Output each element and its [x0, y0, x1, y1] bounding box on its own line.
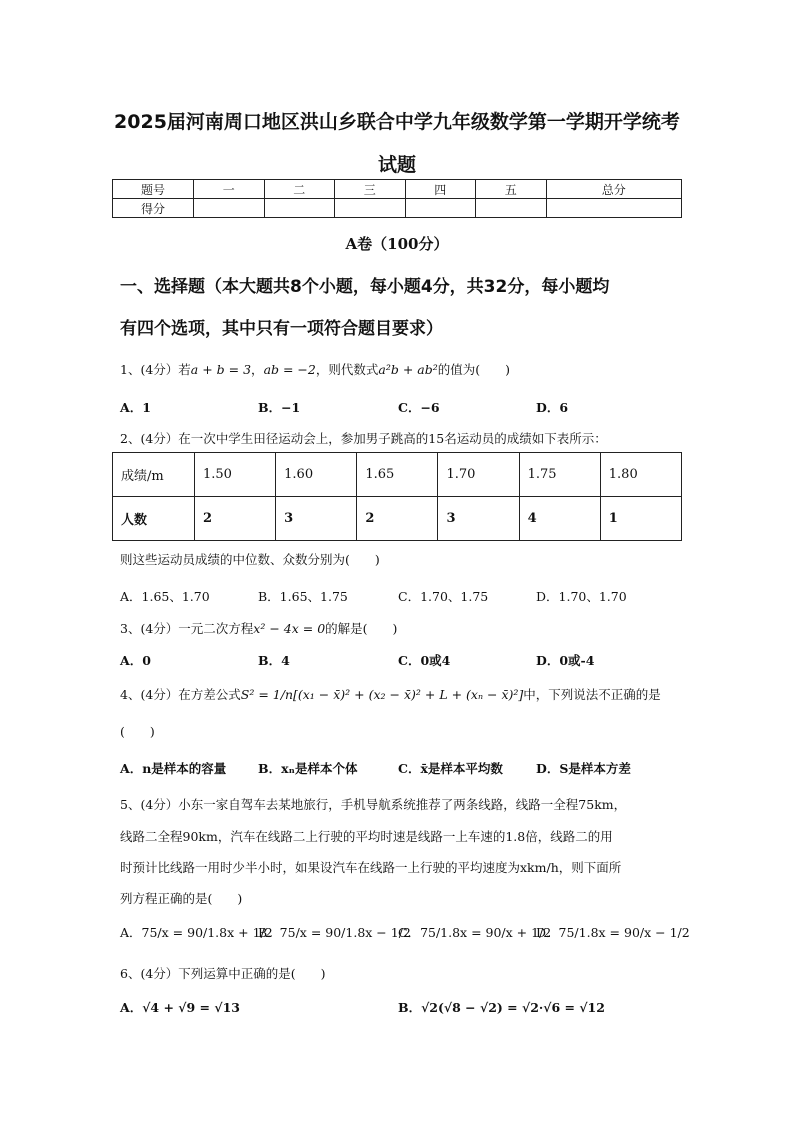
- question-2-stem: 2、(4分）在一次中学生田径运动会上，参加男子跳高的15名运动员的成绩如下表所示：: [120, 431, 607, 446]
- question-5-line1: 5、(4分）小东一家自驾车去某地旅行，手机导航系统推荐了两条线路，线路一全程75km，: [120, 797, 627, 812]
- score-blank-cell: [546, 199, 682, 218]
- q5-option-b: B．75/x = 90/1.8x − 1/2: [258, 925, 411, 940]
- q6-option-a: A．√4 + √9 = √13: [120, 1000, 240, 1015]
- q4-suffix: 中，下列说法不正确的是: [523, 687, 661, 702]
- q2-option-d: D．1.70、1.70: [536, 589, 627, 604]
- score-value-row: [113, 199, 682, 218]
- score-header-cell: 总分: [546, 180, 682, 199]
- jump-count-row: [113, 497, 682, 541]
- question-5-line3: 时预计比线路一用时少半小时，如果设汽车在线路一上行驶的平均速度为xkm/h，则下面所: [120, 860, 622, 875]
- q2-option-b: B．1.65、1.75: [258, 589, 348, 604]
- exam-title-line2: 试题: [377, 154, 416, 176]
- jump-cell: 1: [600, 497, 681, 541]
- q1-prefix: 1、(4分）若: [120, 362, 191, 377]
- section1-heading-line1: 一、选择题（本大题共8个小题，每小题4分，共32分，每小题均: [120, 277, 610, 297]
- score-header-cell: 三: [335, 180, 406, 199]
- q4-option-b: B．xₙ是样本个体: [258, 761, 358, 776]
- jump-cell: 1.50: [195, 453, 276, 497]
- jump-cell: 1.65: [357, 453, 438, 497]
- jump-cell: 1.60: [276, 453, 357, 497]
- jump-cell: 2: [357, 497, 438, 541]
- question-6-stem: 6、(4分）下列运算中正确的是( ): [120, 966, 326, 981]
- q4-option-d: D．S是样本方差: [536, 761, 631, 776]
- q3-option-b: B．4: [258, 653, 290, 668]
- score-blank-cell: [405, 199, 476, 218]
- jump-row-label: 人数: [113, 497, 195, 541]
- q1-option-b: B．−1: [258, 400, 301, 415]
- jump-cell: 1.70: [438, 453, 519, 497]
- q1-mid: ，则代数式: [315, 362, 379, 377]
- score-header-cell: 四: [405, 180, 476, 199]
- q3-option-d: D．0或-4: [536, 653, 595, 668]
- q3-prefix: 3、(4分）一元二次方程: [120, 621, 254, 636]
- q4-option-a: A．n是样本的容量: [120, 761, 227, 776]
- question-1: 1、(4分）若a + b = 3，ab = −2，则代数式a²b + ab²的值为( ): [120, 362, 511, 377]
- jump-cell: 2: [195, 497, 276, 541]
- jump-cell: 4: [519, 497, 600, 541]
- q1-option-a: A．1: [120, 400, 151, 415]
- score-blank-cell: [335, 199, 406, 218]
- score-header-cell: 二: [264, 180, 335, 199]
- q4-variance-formula: S² = 1/n[(x₁ − x̄)² + (x₂ − x̄)² + L + (xₙ − x̄)²]: [240, 687, 524, 702]
- score-blank-cell: [264, 199, 335, 218]
- jump-cell: 1.75: [519, 453, 600, 497]
- question-3: [120, 619, 397, 637]
- score-header-cell: 一: [194, 180, 265, 199]
- q2-option-a: A．1.65、1.70: [120, 589, 210, 604]
- section1-heading-line2: 有四个选项，其中只有一项符合题目要求）: [120, 319, 443, 339]
- q1-expr: a²b + ab²: [378, 362, 438, 377]
- q6-option-b: B．√2(√8 − √2) = √2·√6 = √12: [398, 1000, 605, 1015]
- score-header-cell: 五: [476, 180, 547, 199]
- question-5-line2: 线路二全程90km，汽车在线路二上行驶的平均时速是线路一上车速的1.8倍，线路二的用: [120, 829, 613, 844]
- score-blank-cell: [476, 199, 547, 218]
- q3-option-a: A．0: [120, 653, 151, 668]
- jump-results-table: [112, 452, 682, 541]
- jump-cell: 1.80: [600, 453, 681, 497]
- jump-cell: 3: [276, 497, 357, 541]
- jump-row-label: 成绩/m: [113, 453, 195, 497]
- jump-cell: 3: [438, 497, 519, 541]
- jump-score-row: [113, 453, 682, 497]
- q1-cond2: ab = −2: [263, 362, 316, 377]
- score-header-cell: 题号: [113, 180, 194, 199]
- q5-option-c: C．75/1.8x = 90/x + 1/2: [398, 925, 552, 940]
- score-table: [112, 179, 682, 218]
- q1-suffix: 的值为( ): [437, 362, 511, 377]
- q4-prefix: 4、(4分）在方差公式: [120, 687, 241, 702]
- question-4: [120, 685, 661, 703]
- q4-paren: ( ): [120, 724, 155, 739]
- question-5-line4: 列方程正确的是( ): [120, 891, 243, 906]
- score-blank-cell: [194, 199, 265, 218]
- part-title: A卷（100分）: [345, 235, 449, 253]
- question-2-ask: 则这些运动员成绩的中位数、众数分别为( ): [120, 552, 380, 567]
- q2-option-c: C．1.70、1.75: [398, 589, 489, 604]
- q1-cond1: a + b = 3: [190, 362, 252, 377]
- score-row-label: 得分: [113, 199, 194, 218]
- score-header-row: [113, 180, 682, 199]
- q3-suffix: 的解是( ): [325, 621, 398, 636]
- q3-equation: x² − 4x = 0: [253, 621, 326, 636]
- exam-title-line1: 2025届河南周口地区洪山乡联合中学九年级数学第一学期开学统考: [114, 111, 680, 133]
- q1-option-c: C．−6: [398, 400, 440, 415]
- q5-option-a: A．75/x = 90/1.8x + 1/2: [120, 925, 273, 940]
- q3-option-c: C．0或4: [398, 653, 451, 668]
- q4-option-c: C．x̄是样本平均数: [398, 761, 503, 776]
- q5-option-d: D．75/1.8x = 90/x − 1/2: [536, 925, 690, 940]
- q1-option-d: D．6: [536, 400, 569, 415]
